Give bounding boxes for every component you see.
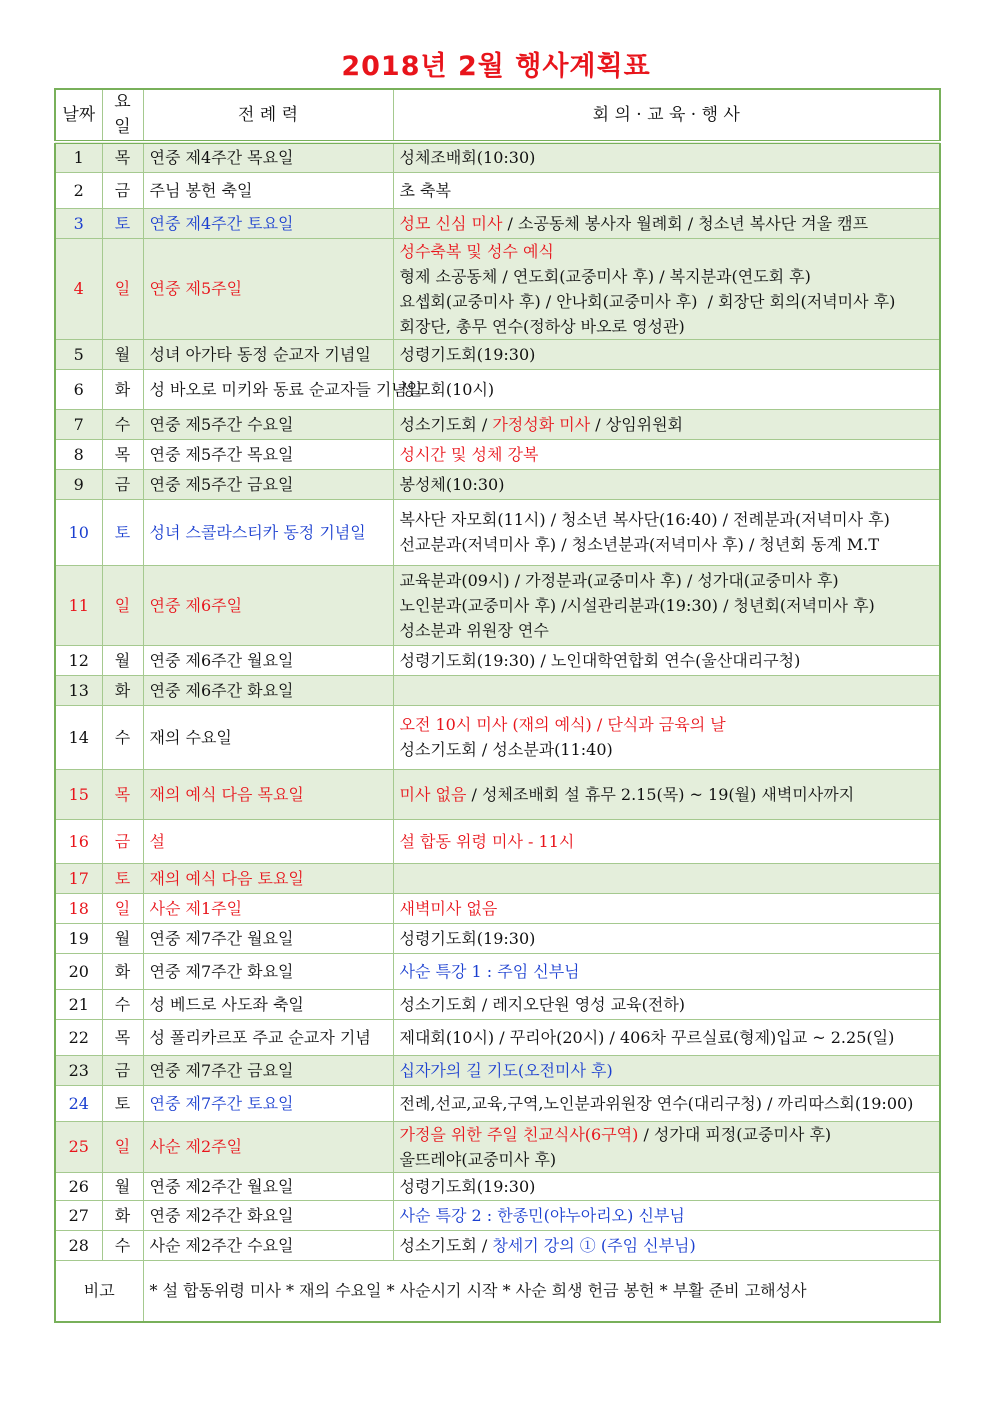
row-events [393,705,940,769]
row-events [393,339,940,369]
event-segment: 울뜨레야(교중미사 후) [399,1149,557,1169]
row-liturgy: 연중 제6주간 월요일 [143,645,393,675]
table-row [55,1200,940,1230]
event-line [400,618,934,643]
row-events [393,953,940,989]
event-segment: 성수축복 및 성수 예식 [399,241,554,261]
table-row [55,675,940,705]
row-weekday: 월 [102,339,143,369]
row-weekday: 토 [102,499,143,565]
table-row [55,769,940,819]
row-day: 24 [55,1085,102,1121]
row-day: 9 [55,469,102,499]
row-day: 23 [55,1055,102,1085]
row-liturgy: 연중 제5주일 [143,238,393,339]
row-weekday: 금 [102,819,143,863]
event-line [400,1058,934,1083]
event-line [400,959,934,984]
event-line [400,1233,934,1258]
row-weekday: 월 [102,1172,143,1200]
row-weekday: 월 [102,923,143,953]
event-line [400,507,934,532]
row-events [393,1200,940,1230]
event-line [400,1091,934,1116]
row-weekday: 금 [102,1055,143,1085]
row-events [393,1085,940,1121]
event-line [400,1122,934,1147]
event-line [400,442,934,467]
row-events [393,645,940,675]
row-day: 28 [55,1230,102,1260]
row-events [393,142,940,172]
row-day: 7 [55,409,102,439]
row-weekday: 금 [102,469,143,499]
table-row [55,645,940,675]
row-events [393,819,940,863]
row-weekday: 화 [102,953,143,989]
table-row [55,238,940,339]
table-row [55,369,940,409]
event-line [400,829,934,854]
row-events [393,1230,940,1260]
row-liturgy: 연중 제4주간 목요일 [143,142,393,172]
row-liturgy: 성 바오로 미키와 동료 순교자들 기념일 [143,369,393,409]
row-day: 26 [55,1172,102,1200]
row-weekday: 목 [102,142,143,172]
row-events [393,1055,940,1085]
event-line [400,1174,934,1199]
event-line [400,377,934,402]
row-liturgy: 성녀 아가타 동정 순교자 기념일 [143,339,393,369]
row-day: 13 [55,675,102,705]
table-row [55,1085,940,1121]
row-weekday: 화 [102,369,143,409]
schedule-body [55,142,940,1260]
table-row [55,953,940,989]
event-segment: 성령기도회(19:30) [399,1176,536,1196]
row-day: 15 [55,769,102,819]
event-line [400,926,934,951]
event-line [400,992,934,1017]
table-row [55,439,940,469]
event-segment: 성소기도회 / [399,1235,493,1255]
row-events [393,172,940,208]
row-weekday: 수 [102,409,143,439]
row-day: 1 [55,142,102,172]
event-line [400,593,934,618]
event-line [400,314,934,339]
table-row [55,923,940,953]
row-liturgy: 재의 예식 다음 목요일 [143,769,393,819]
schedule-table [54,88,941,1323]
row-liturgy: 연중 제5주간 금요일 [143,469,393,499]
event-segment: 요셉회(교중미사 후) / 안나회(교중미사 후) / 회장단 회의(저녁미사 후) [399,291,896,311]
row-liturgy: 연중 제7주간 화요일 [143,953,393,989]
row-liturgy: 성 베드로 사도좌 축일 [143,989,393,1019]
event-segment: 봉성체(10:30) [399,474,505,494]
row-weekday: 목 [102,769,143,819]
event-line [400,532,934,557]
row-events [393,893,940,923]
table-row [55,172,940,208]
table-row [55,893,940,923]
row-liturgy: 연중 제2주간 화요일 [143,1200,393,1230]
row-weekday: 수 [102,1230,143,1260]
event-line [400,712,934,737]
event-segment: 창세기 강의 ① (주임 신부님) [492,1235,696,1255]
event-line [400,239,934,264]
event-segment: 성소기도회 / 레지오단원 영성 교육(전하) [399,994,686,1014]
event-segment: 성체조배회(10:30) [399,148,536,168]
table-row [55,565,940,645]
row-liturgy: 사순 제2주간 수요일 [143,1230,393,1260]
event-segment: 형제 소공동체 / 연도회(교중미사 후) / 복지분과(연도회 후) [399,266,811,286]
table-row [55,142,940,172]
row-weekday: 월 [102,645,143,675]
row-day: 16 [55,819,102,863]
event-segment: 성소분과 위원장 연수 [399,620,549,640]
row-weekday: 화 [102,675,143,705]
event-segment: 제대회(10시) / 꾸리아(20시) / 406차 꾸르실료(형제)입교 ~ 2.25(일) [399,1027,895,1047]
row-weekday: 토 [102,208,143,238]
row-events [393,923,940,953]
notes-label: 비고 [55,1260,143,1322]
row-day: 18 [55,893,102,923]
row-liturgy: 연중 제5주간 목요일 [143,439,393,469]
event-segment: 가정을 위한 주일 친교식사(6구역) [399,1124,639,1144]
row-day: 12 [55,645,102,675]
row-liturgy: 연중 제4주간 토요일 [143,208,393,238]
event-segment: 노인분과(교중미사 후) /시설관리분과(19:30) / 청년회(저녁미사 후) [399,595,875,615]
row-day: 21 [55,989,102,1019]
row-liturgy: 성 폴리카르포 주교 순교자 기념 [143,1019,393,1055]
row-weekday: 일 [102,893,143,923]
event-line [400,782,934,807]
header-weekday: 요일 [102,89,143,142]
title-year: 2018년 [341,51,448,82]
event-segment: 성모회(10시) [399,379,495,399]
row-day: 10 [55,499,102,565]
row-events [393,208,940,238]
event-line [400,289,934,314]
row-events [393,565,940,645]
event-line [400,178,934,203]
event-segment: 복사단 자모회(11시) / 청소년 복사단(16:40) / 전례분과(저녁미사 후) [399,510,890,529]
event-segment: 성소기도회 / [399,414,493,434]
row-day: 14 [55,705,102,769]
table-row [55,499,940,565]
row-liturgy: 성녀 스콜라스티카 동정 기념일 [143,499,393,565]
row-liturgy: 재의 수요일 [143,705,393,769]
row-events [393,439,940,469]
row-day: 4 [55,238,102,339]
row-liturgy: 주님 봉헌 축일 [143,172,393,208]
title-name: 행사계획표 [515,51,651,82]
header-events: 회 의 · 교 육 · 행 사 [393,89,940,142]
row-events [393,989,940,1019]
row-weekday: 토 [102,863,143,893]
row-day: 6 [55,369,102,409]
event-segment: 오전 10시 미사 (재의 예식) / 단식과 금육의 날 [399,715,726,734]
event-line [400,896,934,921]
event-line [400,737,934,762]
row-liturgy: 사순 제2주일 [143,1121,393,1172]
row-liturgy: 연중 제6주일 [143,565,393,645]
row-liturgy: 연중 제7주간 토요일 [143,1085,393,1121]
table-row [55,1055,940,1085]
row-weekday: 토 [102,1085,143,1121]
table-row [55,705,940,769]
row-weekday: 화 [102,1200,143,1230]
row-events [393,1121,940,1172]
event-segment: 성령기도회(19:30) [399,928,536,948]
row-events [393,499,940,565]
event-segment: 교육분과(09시) / 가정분과(교중미사 후) / 성가대(교중미사 후) [399,570,839,590]
header-row [55,89,940,142]
event-line [400,1147,934,1172]
event-line [400,145,934,170]
title-month: 2월 [457,51,505,82]
row-day: 2 [55,172,102,208]
event-segment: 미사 없음 [399,784,467,804]
event-line [400,342,934,367]
event-segment: 성령기도회(19:30) / 노인대학연합회 연수(울산대리구청) [399,650,801,670]
row-day: 20 [55,953,102,989]
row-liturgy: 연중 제7주간 금요일 [143,1055,393,1085]
row-events [393,675,940,705]
row-weekday: 목 [102,439,143,469]
table-row [55,469,940,499]
header-day: 날짜 [55,89,102,142]
row-weekday: 일 [102,1121,143,1172]
table-row [55,1121,940,1172]
event-segment: 회장단, 총무 연수(정하상 바오로 영성관) [399,316,685,336]
schedule-header [55,89,940,142]
event-segment: / 소공동체 봉사자 월례회 / 청소년 복사단 겨울 캠프 [502,213,869,233]
row-day: 17 [55,863,102,893]
row-weekday: 일 [102,565,143,645]
table-row [55,863,940,893]
row-day: 22 [55,1019,102,1055]
notes-section [55,1260,940,1322]
row-day: 27 [55,1200,102,1230]
event-segment: / 성가대 피정(교중미사 후) [638,1124,832,1144]
event-line [400,1025,934,1050]
event-segment: 사순 특강 2 : 한종민(야누아리오) 신부님 [399,1205,685,1225]
event-line [400,1203,934,1228]
table-row [55,208,940,238]
event-line [400,412,934,437]
table-row [55,409,940,439]
row-weekday: 수 [102,705,143,769]
table-row [55,989,940,1019]
row-events [393,469,940,499]
header-liturgy: 전 례 력 [143,89,393,142]
row-day: 11 [55,565,102,645]
page-title [0,44,992,83]
row-events [393,238,940,339]
row-events [393,769,940,819]
row-day: 5 [55,339,102,369]
table-row [55,1230,940,1260]
row-day: 25 [55,1121,102,1172]
row-day: 8 [55,439,102,469]
table-row [55,819,940,863]
event-segment: 성령기도회(19:30) [399,344,536,364]
event-line [400,211,934,236]
row-liturgy: 연중 제6주간 화요일 [143,675,393,705]
event-line [400,568,934,593]
row-weekday: 일 [102,238,143,339]
notes-text: * 설 합동위령 미사 * 재의 수요일 * 사순시기 시작 * 사순 희생 헌금 봉헌 * 부활 준비 고해성사 [143,1260,940,1322]
row-day: 19 [55,923,102,953]
row-weekday: 금 [102,172,143,208]
event-line [400,264,934,289]
event-line [400,648,934,673]
event-segment: 선교분과(저녁미사 후) / 청소년분과(저녁미사 후) / 청년회 동계 M.T [399,535,880,554]
event-segment: 십자가의 길 기도(오전미사 후) [399,1060,613,1080]
table-row [55,339,940,369]
row-events [393,1019,940,1055]
event-segment: 새벽미사 없음 [399,898,498,918]
row-liturgy: 설 [143,819,393,863]
notes-row [55,1260,940,1322]
row-day: 3 [55,208,102,238]
event-segment: 성시간 및 성체 강복 [399,444,539,464]
row-liturgy: 연중 제7주간 월요일 [143,923,393,953]
row-liturgy: 사순 제1주일 [143,893,393,923]
row-events [393,863,940,893]
event-segment: 성모 신심 미사 [399,213,503,233]
row-events [393,369,940,409]
event-segment: 가정성화 미사 [492,414,591,434]
row-weekday: 수 [102,989,143,1019]
row-weekday: 목 [102,1019,143,1055]
event-segment: 초 축복 [399,180,451,200]
row-events [393,1172,940,1200]
event-segment: 성소기도회 / 성소분과(11:40) [399,740,613,759]
row-liturgy: 연중 제2주간 월요일 [143,1172,393,1200]
event-segment: / 상임위원회 [590,414,684,434]
table-row [55,1172,940,1200]
table-row [55,1019,940,1055]
event-segment: 사순 특강 1 : 주임 신부님 [399,961,580,981]
event-segment: 전례,선교,교육,구역,노인분과위원장 연수(대리구청) / 까리따스회(19:00) [399,1093,914,1113]
event-segment: / 성체조배회 설 휴무 2.15(목) ~ 19(월) 새벽미사까지 [466,784,855,804]
event-segment: 설 합동 위령 미사 - 11시 [399,831,575,851]
event-line [400,472,934,497]
row-liturgy: 연중 제5주간 수요일 [143,409,393,439]
row-events [393,409,940,439]
row-liturgy: 재의 예식 다음 토요일 [143,863,393,893]
